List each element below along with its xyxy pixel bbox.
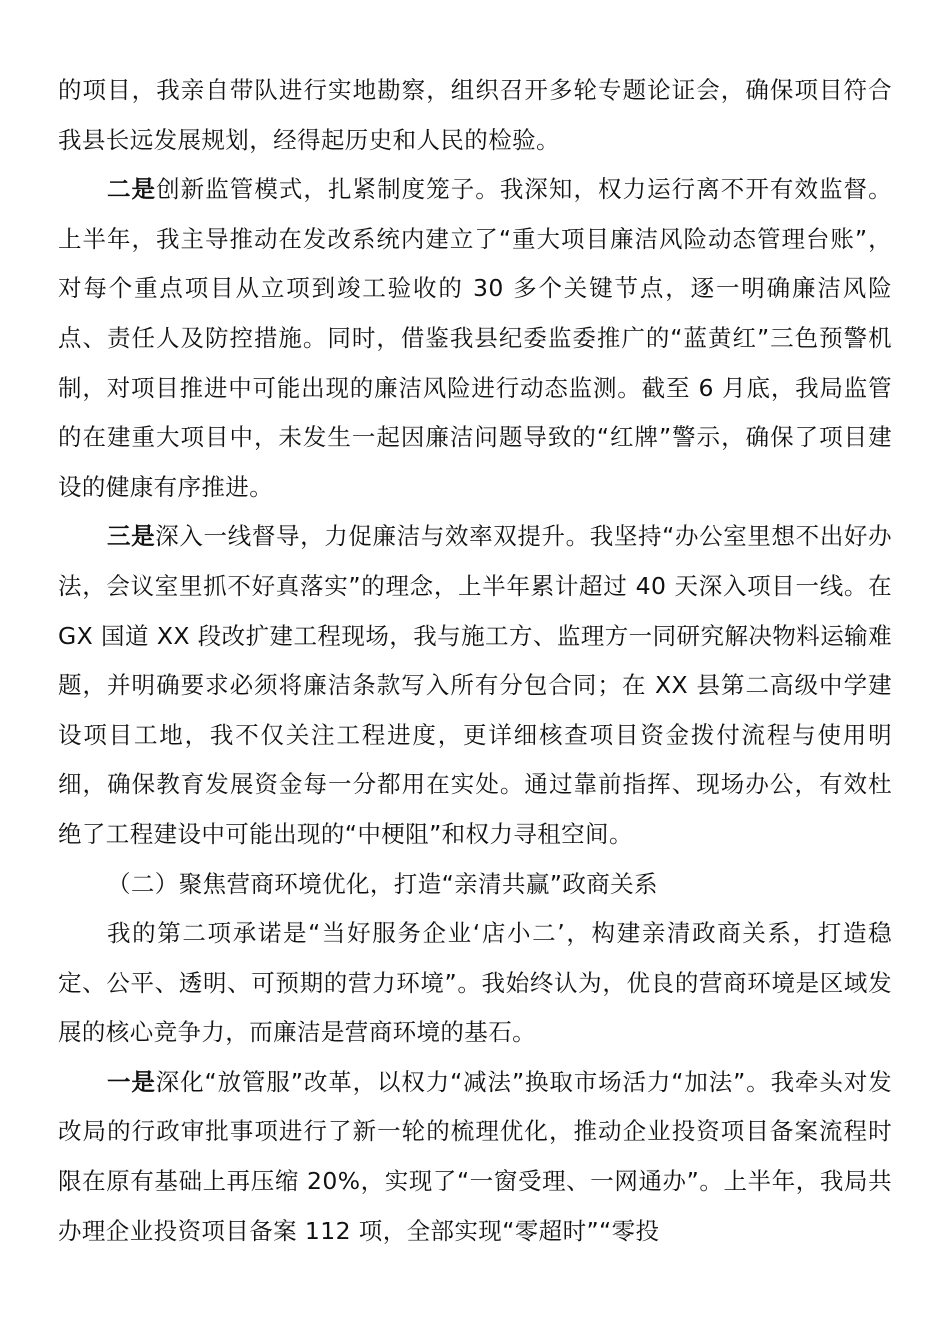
paragraph-text: 我的第二项承诺是“当好服务企业‘店小二’，构建亲清政商关系，打造稳定、公平、透明、可预期的营力环境”。我始终认为，优良的营商环境是区域发展的核心竞争力，而廉洁是营商环境的基石。 [58,919,892,1047]
section-heading-text: （二）聚焦营商环境优化，打造“亲清共赢”政商关系 [107,869,658,898]
paragraph-text: 创新监管模式，扎紧制度笼子。我深知，权力运行离不开有效监督。上半年，我主导推动在发改系统内建立了“重大项目廉洁风险动态管理台账”，对每个重点项目从立项到竣工验收的 30 多个关键节点，逐一明确廉洁风险点、责任人及防控措施。同时，借鉴我县纪委监委推广的“蓝黄红”三色预警机制，对项目推进中可能出现的廉洁风险进行动态监测。截至 6 月底，我局监管的在建重大项目中，未发生一起因廉洁问题导致的“红牌”警示，确保了项目建设的健康有序推进。 [58,175,892,501]
paragraph-continuation [58,66,892,165]
paragraph-point-two [58,165,892,512]
section-heading [58,860,892,910]
paragraph-second-commitment [58,909,892,1058]
document-page [58,66,892,1256]
paragraph-text: 的项目，我亲自带队进行实地勘察，组织召开多轮专题论证会，确保项目符合我县长远发展规划，经得起历史和人民的检验。 [58,76,892,154]
paragraph-text: 深化“放管服”改革，以权力“减法”换取市场活力“加法”。我牵头对发改局的行政审批事项进行了新一轮的梳理优化，推动企业投资项目备案流程时限在原有基础上再压缩 20%，实现了“一窗受理、一网通办”。上半年，我局共办理企业投资项目备案 112 项，全部实现“零超时”“零投 [58,1067,892,1245]
paragraph-lead: 三是 [107,522,156,551]
paragraph-point-three [58,512,892,859]
paragraph-lead: 一是 [107,1067,156,1096]
paragraph-point-one [58,1058,892,1256]
paragraph-lead: 二是 [107,175,157,204]
paragraph-text: 深入一线督导，力促廉洁与效率双提升。我坚持“办公室里想不出好办法，会议室里抓不好真落实”的理念，上半年累计超过 40 天深入项目一线。在 GX 国道 XX 段改扩建工程现场，我与施工方、监理方一同研究解决物料运输难题，并明确要求必须将廉洁条款写入所有分包合同；在 XX 县第二高级中学建设项目工地，我不仅关注工程进度，更详细核查项目资金拨付流程与使用明细，确保教育发展资金每一分都用在实处。通过靠前指挥、现场办公，有效杜绝了工程建设中可能出现的“中梗阻”和权力寻租空间。 [58,522,892,848]
